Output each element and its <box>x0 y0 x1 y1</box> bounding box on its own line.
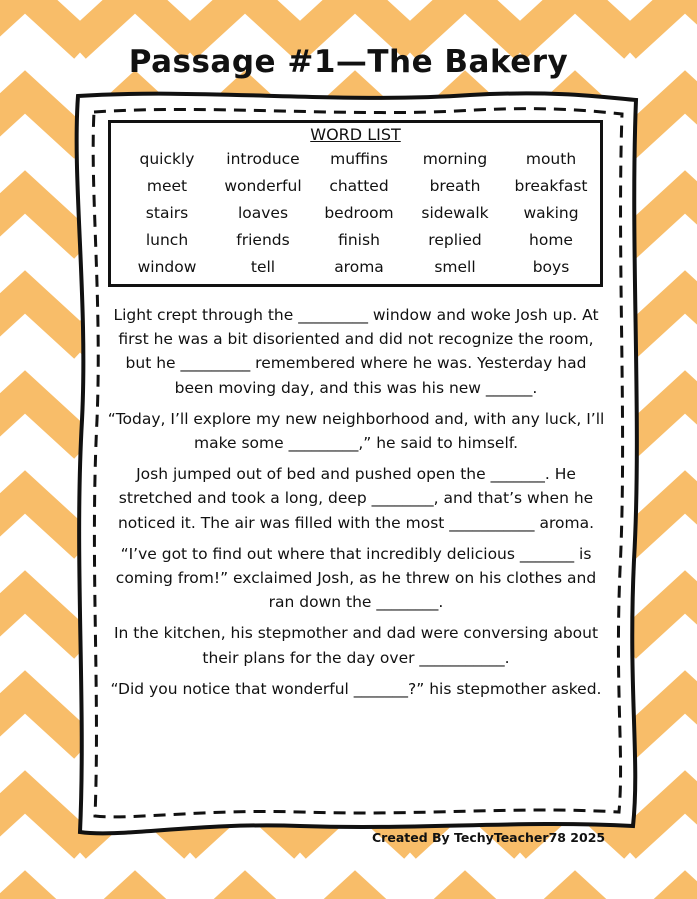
word-list-item: bedroom <box>324 204 394 222</box>
word-list-item: window <box>137 258 197 276</box>
word-list-item: boys <box>532 258 570 276</box>
word-list-item: waking <box>523 204 579 222</box>
word-list-item: replied <box>428 231 482 249</box>
word-grid <box>119 150 599 277</box>
word-list-item: breath <box>429 177 481 195</box>
word-list-heading: WORD LIST <box>310 125 401 144</box>
word-list-item: tell <box>250 258 276 276</box>
word-list-item: morning <box>422 150 488 168</box>
footer-credit: Created By TechyTeacher78 2025 <box>372 830 606 845</box>
word-list-item: mouth <box>525 150 577 168</box>
word-list-item: quickly <box>139 150 195 168</box>
passage-paragraph: “I’ve got to find out where that incredibly delicious _______ is coming from!” exclaimed Josh, as he threw on his clothes and ran down the ________. <box>115 544 597 612</box>
word-list-item: aroma <box>334 258 384 276</box>
page-title: Passage #1—The Bakery <box>128 44 569 80</box>
word-list-box <box>108 120 603 287</box>
word-list-item: lunch <box>145 231 189 249</box>
passage-paragraph: “Did you notice that wonderful _______?” his stepmother asked. <box>110 679 602 698</box>
passage-paragraph: Light crept through the _________ window and woke Josh up. At first he was a bit disoriented and did not recognize the room, but he _________ remembered where he was. Yesterday had been moving day, and this was his new ______. <box>113 306 599 397</box>
word-list-item: loaves <box>237 204 289 222</box>
word-list-item: smell <box>434 258 476 276</box>
word-list-item: stairs <box>145 204 189 222</box>
passage-text <box>106 303 606 708</box>
word-list-item: home <box>529 231 573 249</box>
word-list-item: introduce <box>226 150 300 168</box>
passage-paragraph: Josh jumped out of bed and pushed open the _______. He stretched and took a long, deep ________, and that’s when he noticed it. The air was filled with the most ___________ aroma. <box>117 465 595 532</box>
word-list-item: meet <box>146 177 188 195</box>
word-list-item: sidewalk <box>421 204 489 222</box>
word-list-item: breakfast <box>514 177 588 195</box>
word-list-item: muffins <box>330 150 388 168</box>
passage-paragraph: “Today, I’ll explore my new neighborhood and, with any luck, I’ll make some _________,” he said to himself. <box>107 409 605 453</box>
word-list-item: finish <box>338 231 380 249</box>
word-list-item: chatted <box>329 177 389 195</box>
word-list-item: wonderful <box>224 177 302 195</box>
word-list-item: friends <box>236 231 290 249</box>
passage-paragraph: In the kitchen, his stepmother and dad were conversing about their plans for the day over ___________. <box>113 624 599 667</box>
